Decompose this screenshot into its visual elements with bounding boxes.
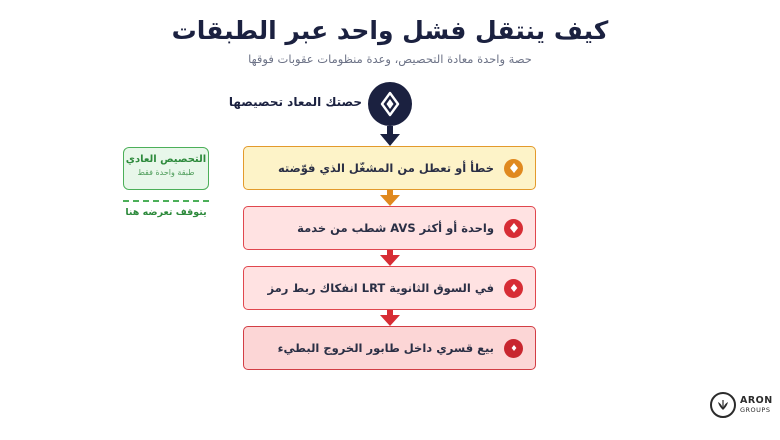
side-note-title: التحصيص العادي	[125, 154, 207, 165]
layer-box	[243, 266, 536, 310]
layer-box	[243, 146, 536, 190]
arrow-down-icon	[378, 190, 402, 206]
layer-box	[243, 206, 536, 250]
brand-logo	[710, 392, 773, 418]
arrow-down-icon	[378, 310, 402, 326]
top-node-label: حصتك المعاد تحصيصها	[228, 95, 362, 109]
diamond-icon	[504, 219, 523, 238]
page-title: كيف ينتقل فشل واحد عبر الطبقات	[171, 16, 609, 45]
top-node-icon	[368, 82, 412, 126]
logo-sub: GROUPS	[740, 406, 771, 414]
diamond-icon	[504, 339, 523, 358]
logo-name: ARON	[740, 395, 773, 406]
leaf-icon	[710, 392, 736, 418]
dashed-divider	[123, 200, 209, 202]
normal-allocation-box	[123, 147, 209, 190]
page-subtitle: حصة واحدة معادة التحصيص، وعدة منظومات عقوبات فوقها	[248, 52, 532, 66]
layer-text: بيع قسري داخل طابور الخروج البطيء	[277, 341, 494, 355]
side-note-stop-text: يتوقف تعرضه هنا	[125, 207, 207, 218]
layer-box	[243, 326, 536, 370]
layer-text: خطأ أو تعطل من المشغّل الذي فوّضته	[277, 161, 494, 175]
arrow-down-icon	[378, 250, 402, 266]
diamond-icon	[380, 91, 400, 117]
layer-text: واحدة أو أكثر AVS شطب من خدمة	[297, 221, 494, 235]
diamond-icon	[504, 279, 523, 298]
diamond-icon	[504, 159, 523, 178]
side-note-subtitle: طبقة واحدة فقط	[137, 168, 195, 177]
layer-text: في السوق الثانوية LRT انفكاك ربط رمز	[267, 281, 494, 295]
arrow-down-icon	[378, 126, 402, 146]
